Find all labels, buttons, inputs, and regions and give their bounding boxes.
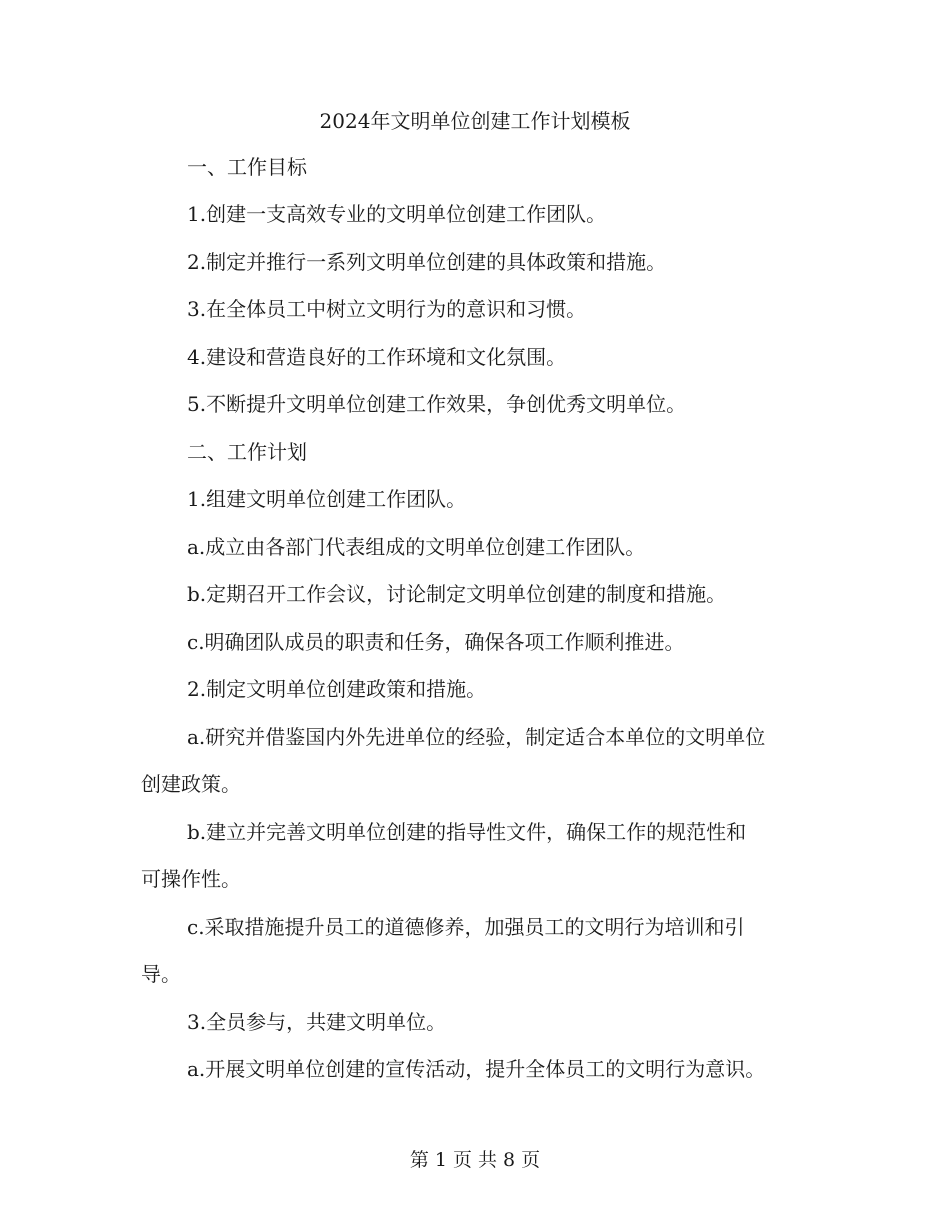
plan-item-2c: c.采取措施提升员工的道德修养，加强员工的文明行为培训和引 [187,915,745,939]
section-heading-goals: 一、工作目标 [187,155,307,179]
plan-item-2a-cont: 创建政策。 [141,772,241,796]
goal-item-5: 5.不断提升文明单位创建工作效果，争创优秀文明单位。 [187,392,687,416]
plan-item-3a: a.开展文明单位创建的宣传活动，提升全体员工的文明行为意识。 [187,1057,766,1081]
plan-item-3: 3.全员参与，共建文明单位。 [187,1010,447,1034]
goal-item-1: 1.创建一支高效专业的文明单位创建工作团队。 [187,202,607,226]
plan-item-1c: c.明确团队成员的职责和任务，确保各项工作顺利推进。 [187,630,685,654]
section-heading-plan: 二、工作计划 [187,440,307,464]
plan-item-2c-cont: 导。 [141,962,181,986]
plan-item-1a: a.成立由各部门代表组成的文明单位创建工作团队。 [187,535,646,559]
page-footer: 第 1 页 共 8 页 [409,1149,541,1171]
document-title: 2024年文明单位创建工作计划模板 [319,109,631,133]
goal-item-3: 3.在全体员工中树立文明行为的意识和习惯。 [187,297,587,321]
goal-item-4: 4.建设和营造良好的工作环境和文化氛围。 [187,345,567,369]
plan-item-1b: b.定期召开工作会议，讨论制定文明单位创建的制度和措施。 [187,582,727,606]
plan-item-1: 1.组建文明单位创建工作团队。 [187,487,467,511]
plan-item-2b: b.建立并完善文明单位创建的指导性文件，确保工作的规范性和 [187,820,747,844]
goal-item-2: 2.制定并推行一系列文明单位创建的具体政策和措施。 [187,250,667,274]
plan-item-2b-cont: 可操作性。 [141,867,241,891]
plan-item-2: 2.制定文明单位创建政策和措施。 [187,677,487,701]
plan-item-2a: a.研究并借鉴国内外先进单位的经验，制定适合本单位的文明单位 [187,725,766,749]
